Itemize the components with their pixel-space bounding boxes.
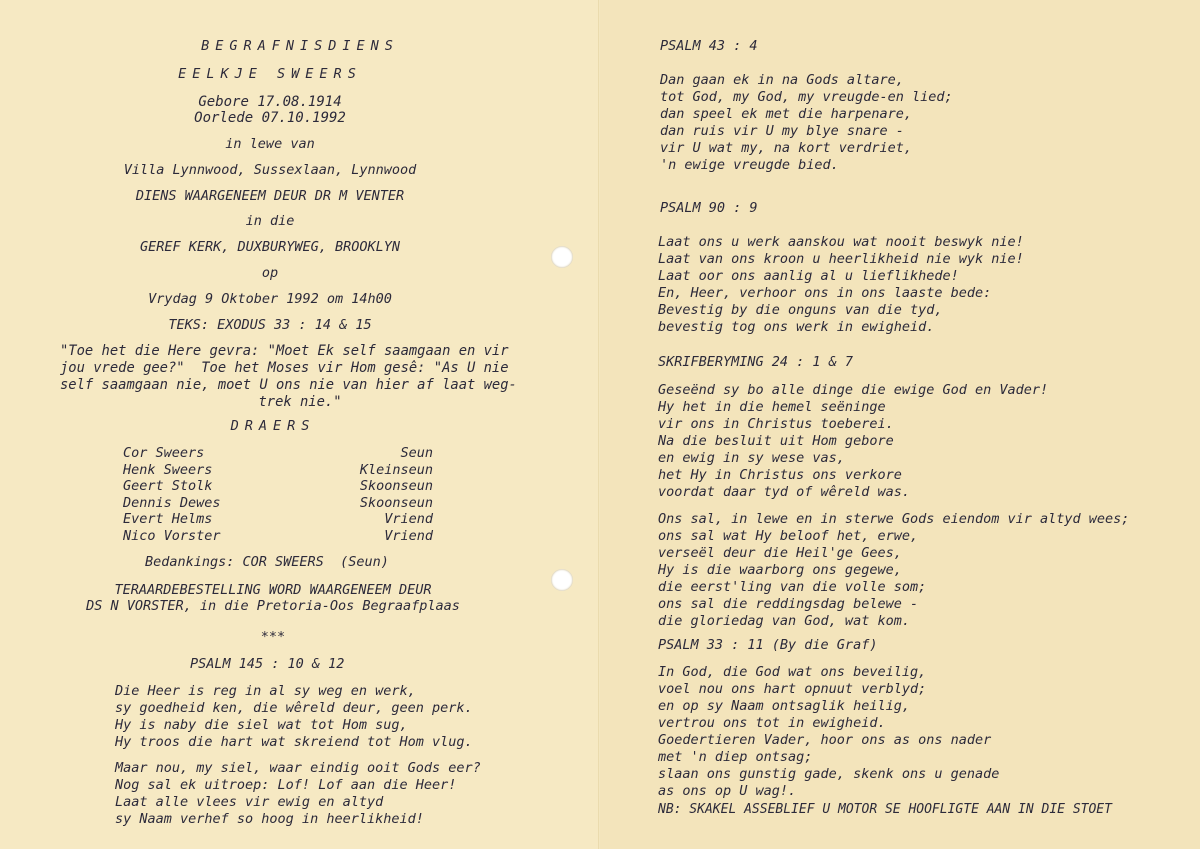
punch-hole: [551, 246, 573, 268]
verse-line: dan ruis vir U my blye snare -: [660, 123, 904, 139]
verse-line: ons sal die reddingsdag belewe -: [658, 596, 919, 612]
skrifberyming-verse-2: [658, 511, 1129, 630]
psalm-33-title: PSALM 33 : 11 (By die Graf): [658, 637, 878, 653]
psalm-43-title: PSALM 43 : 4: [660, 38, 758, 54]
verse-line: sy goedheid ken, die wêreld deur, geen perk.: [115, 700, 473, 716]
verse-line: Bevestig by die onguns van die tyd,: [658, 302, 943, 318]
verse-line: voel nou ons hart opnuut verblyd;: [658, 681, 927, 697]
verse-line: dan speel ek met die harpenare,: [660, 106, 912, 122]
pallbearer-row: [123, 511, 433, 528]
verse-line: Laat van ons kroon u heerlikheid nie wyk nie!: [658, 251, 1024, 267]
pallbearer-row: [123, 445, 433, 462]
pallbearer-name: Nico Vorster: [123, 527, 221, 544]
quote-line: "Toe het die Here gevra: "Moet Ek self saamgaan en vir: [60, 343, 509, 359]
verse-line: Hy troos die hart wat skreiend tot Hom vlug.: [115, 734, 473, 750]
verse-line: vir U wat my, na kort verdriet,: [660, 140, 912, 156]
quote-line: self saamgaan nie, moet U ons nie van hier af laat weg-: [60, 377, 517, 393]
birth-date: Gebore 17.08.1914: [198, 94, 342, 110]
service-heading: BEGRAFNISDIENS: [201, 38, 399, 54]
verse-line: verseël deur die Heil'ge Gees,: [658, 545, 902, 561]
quote-line: jou vrede gee?" Toe het Moses vir Hom gesê: "As U nie: [60, 360, 509, 376]
verse-line: En, Heer, verhoor ons in ons laaste bede:: [658, 285, 992, 301]
scripture-quote: [60, 343, 540, 411]
verse-line: tot God, my God, my vreugde-en lied;: [660, 89, 953, 105]
officiant: DIENS WAARGENEEM DEUR DR M VENTER: [135, 188, 405, 204]
verse-line: bevestig tog ons werk in ewigheid.: [658, 319, 935, 335]
verse-line: Hy het in die hemel seëninge: [658, 399, 886, 415]
psalm-90-verse: [658, 234, 1024, 336]
verse-line: met 'n diep ontsag;: [658, 749, 813, 765]
burial-line-1: TERAARDEBESTELLING WORD WAARGENEEM DEUR: [114, 582, 432, 598]
psalm-145-title: PSALM 145 : 10 & 12: [190, 656, 345, 672]
pallbearer-relation: Kleinseun: [359, 461, 433, 478]
deceased-name: EELKJE SWEERS: [178, 66, 362, 82]
residence: Villa Lynnwood, Sussexlaan, Lynnwood: [123, 162, 417, 178]
verse-line: ons sal wat Hy beloof het, erwe,: [658, 528, 919, 544]
verse-line: Laat ons u werk aanskou wat nooit beswyk nie!: [658, 234, 1024, 250]
psalm-145-verse-1: [115, 683, 473, 751]
verse-line: die gloriedag van God, wat kom.: [658, 613, 910, 629]
pallbearer-row: [123, 528, 433, 545]
verse-line: sy Naam verhef so hoog in heerlikheid!: [115, 811, 424, 827]
pallbearer-row: [123, 462, 433, 479]
headlights-notice: NB: SKAKEL ASSEBLIEF U MOTOR SE HOOFLIGTE AAN IN DIE STOET: [658, 802, 1112, 817]
verse-line: as ons op U wag!.: [658, 783, 797, 799]
pallbearer-relation: Seun: [400, 445, 433, 461]
pallbearer-relation: Vriend: [384, 527, 433, 544]
pallbearer-name: Dennis Dewes: [123, 494, 221, 511]
verse-line: Die Heer is reg in al sy weg en werk,: [115, 683, 416, 699]
pallbearers-heading: DRAERS: [230, 418, 316, 434]
pallbearer-row: [123, 495, 433, 512]
pallbearer-relation: Skoonseun: [359, 478, 433, 494]
in-lewe-van: in lewe van: [225, 136, 315, 152]
right-page: [600, 0, 1200, 849]
op: op: [261, 265, 279, 281]
burial-line-2: DS N VORSTER, in die Pretoria-Oos Begraafplaas: [86, 598, 460, 614]
pallbearer-relation: Vriend: [384, 511, 433, 527]
verse-line: Laat oor ons aanlig al u lieflikhede!: [658, 268, 959, 284]
scripture-reference: TEKS: EXODUS 33 : 14 & 15: [168, 317, 372, 333]
verse-line: slaan ons gunstig gade, skenk ons u genade: [658, 766, 1000, 782]
verse-line: Goedertieren Vader, hoor ons as ons nader: [658, 732, 992, 748]
punch-hole: [551, 569, 573, 591]
verse-line: 'n ewige vreugde bied.: [660, 157, 839, 173]
pallbearer-row: [123, 478, 433, 495]
verse-line: Ons sal, in lewe en in sterwe Gods eiendom vir altyd wees;: [658, 511, 1130, 527]
separator: ***: [260, 629, 286, 645]
skrifberyming-verse-1: [658, 382, 1048, 501]
in-die: in die: [245, 213, 295, 229]
verse-line: Hy is die waarborg ons gegewe,: [658, 562, 902, 578]
verse-line: vir ons in Christus toeberei.: [658, 416, 894, 432]
verse-line: Laat alle vlees vir ewig en altyd: [115, 794, 384, 810]
psalm-33-verse: [658, 664, 999, 800]
pallbearer-name: Evert Helms: [123, 511, 213, 527]
verse-line: Nog sal ek uitroep: Lof! Lof aan die Heer!: [115, 777, 457, 793]
psalm-43-verse: [660, 72, 953, 174]
verse-line: In God, die God wat ons beveilig,: [658, 664, 927, 680]
psalm-145-verse-2: [115, 760, 481, 828]
verse-line: vertrou ons tot in ewigheid.: [658, 715, 886, 731]
pallbearer-relation: Skoonseun: [359, 494, 433, 511]
verse-line: Geseënd sy bo alle dinge die ewige God en Vader!: [658, 382, 1049, 398]
pallbearer-name: Geert Stolk: [123, 478, 213, 494]
verse-line: voordat daar tyd of wêreld was.: [658, 484, 910, 500]
verse-line: Maar nou, my siel, waar eindig ooit Gods eer?: [115, 760, 481, 776]
verse-line: Hy is naby die siel wat tot Hom sug,: [115, 717, 408, 733]
skrifberyming-title: SKRIFBERYMING 24 : 1 & 7: [658, 354, 854, 370]
verse-line: Na die besluit uit Hom gebore: [658, 433, 894, 449]
quote-line: trek nie.": [258, 394, 342, 410]
death-date: Oorlede 07.10.1992: [194, 110, 346, 126]
pallbearers-list: [123, 445, 433, 544]
verse-line: het Hy in Christus ons verkore: [658, 467, 902, 483]
verse-line: Dan gaan ek in na Gods altare,: [660, 72, 904, 88]
verse-line: en ewig in sy wese vas,: [658, 450, 845, 466]
church: GEREF KERK, DUXBURYWEG, BROOKLYN: [139, 239, 401, 255]
pallbearer-name: Cor Sweers: [123, 445, 205, 461]
verse-line: en op sy Naam ontsaglik heilig,: [658, 698, 910, 714]
verse-line: die eerst'ling van die volle som;: [658, 579, 927, 595]
pallbearer-name: Henk Sweers: [123, 461, 213, 478]
service-date-time: Vrydag 9 Oktober 1992 om 14h00: [148, 291, 392, 307]
thanks-line: Bedankings: COR SWEERS (Seun): [145, 554, 389, 570]
psalm-90-title: PSALM 90 : 9: [660, 200, 758, 216]
